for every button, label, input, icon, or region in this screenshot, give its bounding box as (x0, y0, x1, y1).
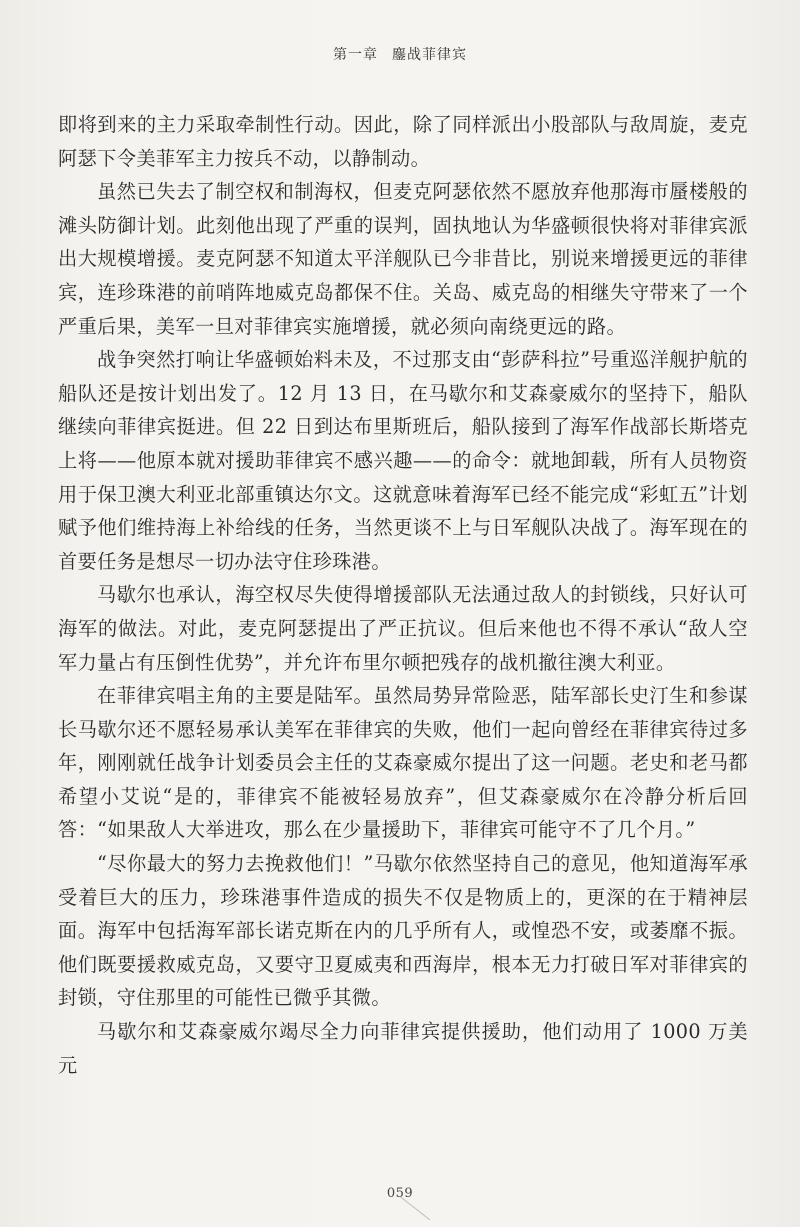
paragraph: 马歇尔也承认，海空权尽失使得增援部队无法通过敌人的封锁线，只好认可海军的做法。对此，麦克阿瑟提出了严正抗议。但后来他也不得不承认“敌人空军力量占有压倒性优势”，并允许布里尔顿把残存的战机撤往澳大利亚。 (58, 583, 748, 674)
paragraph: 虽然已失去了制空权和制海权，但麦克阿瑟依然不愿放弃他那海市蜃楼般的滩头防御计划。此刻他出现了严重的误判，固执地认为华盛顿很快将对菲律宾派出大规模增援。麦克阿瑟不知道太平洋舰队已今非昔比，别说来增援更远的菲律宾，连珍珠港的前哨阵地威克岛都保不住。关岛、威克岛的相继失守带来了一个严重后果，美军一旦对菲律宾实施增援，就必须向南绕更远的路。 (58, 180, 748, 338)
page-number: 059 (386, 1186, 414, 1201)
paragraph: “尽你最大的努力去挽救他们！”马歇尔依然坚持自己的意见，他知道海军承受着巨大的压力，珍珠港事件造成的损失不仅是物质上的，更深的在于精神层面。海军中包括海军部长诺克斯在内的几乎所有人，或惶恐不安，或萎靡不振。他们既要援救威克岛，又要守卫夏威夷和西海岸，根本无力打破日军对菲律宾的封锁，守住那里的可能性已微乎其微。 (58, 852, 748, 1010)
chapter-title: 鏖战菲律宾 (392, 47, 467, 63)
paragraph: 即将到来的主力采取牵制性行动。因此，除了同样派出小股部队与敌周旋，麦克阿瑟下令美菲军主力按兵不动，以静制动。 (58, 113, 748, 170)
paragraph: 在菲律宾唱主角的主要是陆军。虽然局势异常险恶，陆军部长史汀生和参谋长马歇尔还不愿轻易承认美军在菲律宾的失败，他们一起向曾经在菲律宾待过多年，刚刚就任战争计划委员会主任的艾森豪威尔提出了这一问题。老史和老马都希望小艾说“是的，菲律宾不能被轻易放弃”，但艾森豪威尔在冷静分析后回答：“如果敌人大举进攻，那么在少量援助下，菲律宾可能守不了几个月。” (58, 684, 748, 842)
body-text (58, 108, 748, 1082)
paragraph: 马歇尔和艾森豪威尔竭尽全力向菲律宾提供援助，他们动用了 1000 万美元 (58, 1020, 748, 1077)
paragraph: 战争突然打响让华盛顿始料未及，不过那支由“彭萨科拉”号重巡洋舰护航的船队还是按计划出发了。12 月 13 日，在马歇尔和艾森豪威尔的坚持下，船队继续向菲律宾挺进。但 22 日到达布里斯班后，船队接到了海军作战部长斯塔克上将——他原本就对援助菲律宾不感兴趣——的命令：就地卸载，所有人员物资用于保卫澳大利亚北部重镇达尔文。这就意味着海军已经不能完成“彩虹五”计划赋予他们维持海上补给线的任务，当然更谈不上与日军舰队决战了。海军现在的首要任务是想尽一切办法守住珍珠港。 (58, 348, 748, 573)
running-header (0, 44, 800, 64)
chapter-label: 第一章 (333, 47, 378, 63)
